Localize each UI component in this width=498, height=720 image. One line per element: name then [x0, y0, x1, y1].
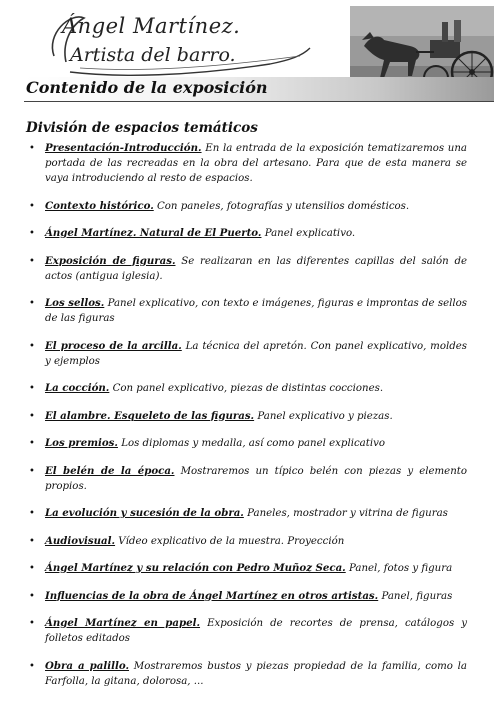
item-description: Los diplomas y medalla, así como panel explicativo	[117, 438, 385, 449]
item-description: Exposición de recortes de prensa, catálogos y folletos editados	[45, 618, 467, 644]
list-item	[27, 226, 467, 241]
bullet-icon: •	[29, 200, 35, 212]
item-description: Vídeo explicativo de la muestra. Proyección	[115, 535, 345, 547]
item-term: Los premios.	[45, 437, 118, 449]
bullet-icon: •	[29, 438, 35, 449]
list-item	[27, 616, 467, 646]
item-description: Panel explicativo.	[261, 228, 356, 239]
item-description: Panel explicativo y piezas.	[254, 410, 393, 422]
item-term: El alambre. Esqueleto de las figuras.	[45, 409, 255, 422]
item-description: Con paneles, fotografías y utensilios domésticos.	[153, 200, 410, 212]
item-term: La evolución y sucesión de la obra.	[45, 507, 244, 519]
section-header-bar	[24, 77, 494, 102]
bullet-icon: •	[29, 383, 35, 394]
item-term: Exposición de figuras.	[45, 254, 176, 267]
logo-tagline: Artista del barro.	[70, 44, 236, 66]
item-description: La técnica del apretón. Con panel explicativo, moldes y ejemplos	[45, 340, 468, 367]
item-term: Presentación-Introducción.	[45, 142, 202, 154]
bullet-icon: •	[29, 508, 35, 519]
item-description: Paneles, mostrador y vitrina de figuras	[243, 508, 448, 519]
artist-logo	[40, 4, 340, 82]
bullet-icon: •	[29, 563, 35, 574]
item-description: En la entrada de la exposición tematizaremos una portada de las recreadas en la obra del artesano. Para que de esta manera se vaya introduciendo al resto de espacios.	[45, 143, 467, 184]
list-item	[27, 464, 467, 494]
item-term: Audiovisual.	[45, 534, 116, 547]
item-term: Ángel Martínez y su relación con Pedro Muñoz Seca.	[45, 562, 346, 574]
bullet-icon: •	[29, 618, 35, 629]
logo-name: Ángel Martínez.	[62, 14, 241, 38]
content-list	[27, 141, 467, 701]
bullet-icon: •	[29, 410, 35, 422]
list-item	[27, 659, 467, 689]
bullet-icon: •	[29, 340, 35, 352]
item-term: Contexto histórico.	[45, 199, 154, 212]
list-item	[27, 141, 467, 186]
list-item	[27, 436, 467, 451]
bullet-icon: •	[29, 255, 35, 267]
item-description: Panel, fotos y figura	[345, 563, 453, 574]
page-header	[0, 0, 498, 108]
list-item	[27, 381, 467, 396]
item-description: Con panel explicativo, piezas de distintas cocciones.	[109, 383, 384, 394]
list-item	[27, 296, 467, 326]
bullet-icon: •	[29, 143, 35, 154]
item-description: Mostraremos un típico belén con piezas y elemento propios.	[45, 465, 467, 492]
list-item	[27, 409, 467, 424]
item-term: El belén de la época.	[45, 464, 175, 477]
list-item	[27, 534, 467, 549]
bullet-icon: •	[29, 590, 35, 602]
item-term: Los sellos.	[45, 297, 105, 309]
item-description: Panel, figuras	[378, 590, 453, 602]
bullet-icon: •	[29, 465, 35, 477]
bullet-icon: •	[29, 660, 35, 672]
item-description: Se realizaran en las diferentes capillas del salón de actos (antigua iglesia).	[45, 255, 467, 282]
list-item	[27, 254, 467, 284]
bullet-icon: •	[29, 298, 35, 309]
list-item	[27, 589, 467, 604]
list-item	[27, 199, 467, 214]
item-term: La cocción.	[45, 382, 110, 394]
list-item	[27, 506, 467, 521]
list-item	[27, 561, 467, 576]
item-term: Ángel Martínez en papel.	[45, 617, 201, 629]
subtitle: División de espacios temáticos	[26, 120, 258, 136]
bullet-icon: •	[29, 535, 35, 547]
item-term: Ángel Martínez. Natural de El Puerto.	[45, 227, 262, 239]
item-term: El proceso de la arcilla.	[45, 339, 182, 352]
bullet-icon: •	[29, 228, 35, 239]
item-description: Mostraremos bustos y piezas propiedad de la familia, como la Farfolla, la gitana, dolorosa, ...	[45, 660, 467, 687]
section-title: Contenido de la exposición	[26, 78, 268, 97]
item-term: Obra a palillo.	[45, 659, 130, 672]
list-item	[27, 339, 467, 369]
item-description: Panel explicativo, con texto e imágenes, figuras e improntas de sellos de las figuras	[45, 298, 467, 324]
item-term: Influencias de la obra de Ángel Martínez en otros artistas.	[45, 589, 379, 602]
